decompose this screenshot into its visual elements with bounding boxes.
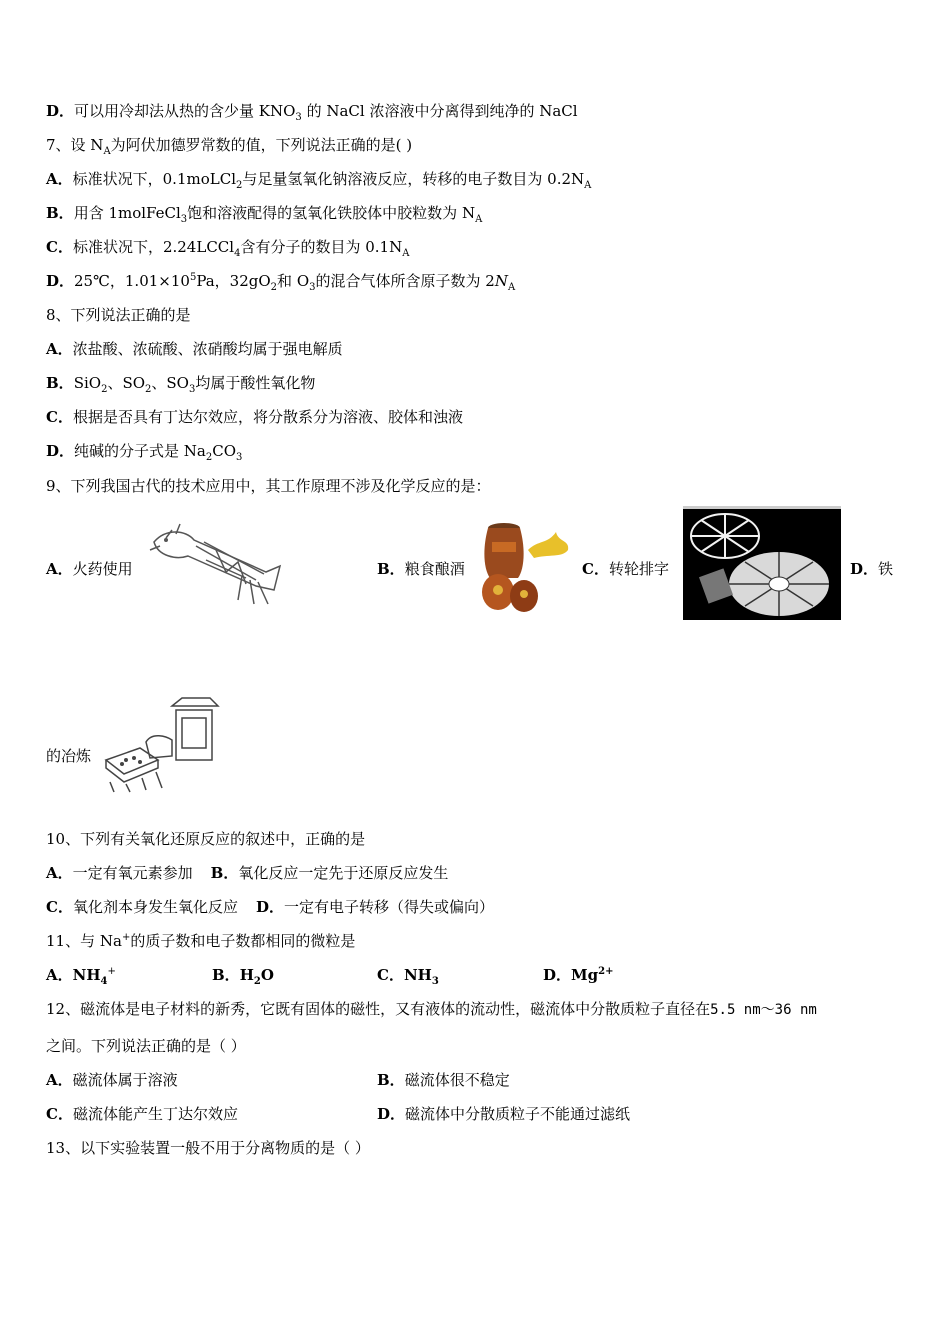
q8-option-b: B．SiO$_2$、$SO_2$、$SO_3$均属于酸性氧化物 xyxy=(46,374,316,395)
q10-options-cd: C．氧化剂本身发生氧化反应 D．一定有电子转移（得失或偏向） xyxy=(46,898,494,916)
gunpowder-rocket-picture xyxy=(146,520,286,610)
q9-stem: 9、下列我国古代的技术应用中，其工作原理不涉及化学反应的是： xyxy=(46,477,491,495)
q10-stem: 10、下列有关氧化还原反应的叙述中，正确的是 xyxy=(46,830,366,848)
iron-smelting-picture xyxy=(96,696,220,794)
q8-option-d: D．纯碱的分子式是 $Na_2CO_3$ xyxy=(46,442,243,463)
q9-option-d-continuation: 的冶炼 xyxy=(46,747,92,765)
q12-stem-line1: 12、磁流体是电子材料的新秀，它既有固体的磁性，又有液体的流动性，磁流体中分散质粒子直径在5.5 nm～36 nm xyxy=(46,1000,817,1018)
q12-option-b: B．磁流体很不稳定 xyxy=(377,1071,510,1089)
q8-option-a: A．浓盐酸、浓硫酸、浓硝酸均属于强电解质 xyxy=(46,340,343,358)
q8-stem: 8、下列说法正确的是 xyxy=(46,306,191,324)
q11-option-c: C．$NH_3$ xyxy=(377,966,439,987)
q12-option-a: A．磁流体属于溶液 xyxy=(46,1071,178,1089)
q11-option-d: D．$Mg^{2+}$ xyxy=(543,966,614,984)
q11-stem: 11、与 Na+的质子数和电子数都相同的微粒是 xyxy=(46,932,356,950)
q13-stem: 13、以下实验装置一般不用于分离物质的是（ ） xyxy=(46,1139,370,1157)
q12-option-d: D．磁流体中分散质粒子不能通过滤纸 xyxy=(377,1105,631,1123)
q7-option-d: D．25℃，$1.01\times 10^5Pa$，$32gO_2$和 $O_3$的混合气体所含原子数为 $2N_A$ xyxy=(46,272,516,293)
q10-options-ab: A．一定有氧元素参加 B．氧化反应一定先于还原反应发生 xyxy=(46,864,449,882)
q8-option-c: C．根据是否具有丁达尔效应，将分散系分为溶液、胶体和浊液 xyxy=(46,408,463,426)
q9-option-b: B．粮食酿酒 xyxy=(377,560,465,578)
q9-option-a: A．火药使用 xyxy=(46,560,133,578)
q12-stem-line2: 之间。下列说法正确的是（ ） xyxy=(46,1037,246,1055)
q9-option-d: D．铁 xyxy=(850,560,894,578)
q9-option-c: C．转轮排字 xyxy=(582,560,669,578)
q7-option-c: C．标准状况下，2.24LCCl$_4$含有分子的数目为 $0.1N_A$ xyxy=(46,238,410,259)
q11-option-a: A．$NH_4^+$ xyxy=(46,966,116,987)
q6-option-d: D．可以用冷却法从热的含少量 $KNO_3$ 的 NaCl 浓溶液中分离得到纯净的 NaCl xyxy=(46,102,578,123)
q12-option-c: C．磁流体能产生丁达尔效应 xyxy=(46,1105,238,1123)
q7-option-a: A．标准状况下，0.1moLCl$_2$与足量氢氧化钠溶液反应，转移的电子数目为 $0.2N_A$ xyxy=(46,170,592,191)
wine-jars-picture xyxy=(478,520,572,616)
rotating-type-wheels-picture xyxy=(683,506,841,620)
q11-option-b: B．$H_2O$ xyxy=(212,966,274,987)
q7-option-b: B．用含 1molFeCl$_3$饱和溶液配得的氢氧化铁胶体中胶粒数为 $N_A$ xyxy=(46,204,483,225)
q7-stem: 7、设 $N_A$为阿伏加德罗常数的值，下列说法正确的是( ) xyxy=(46,136,413,157)
